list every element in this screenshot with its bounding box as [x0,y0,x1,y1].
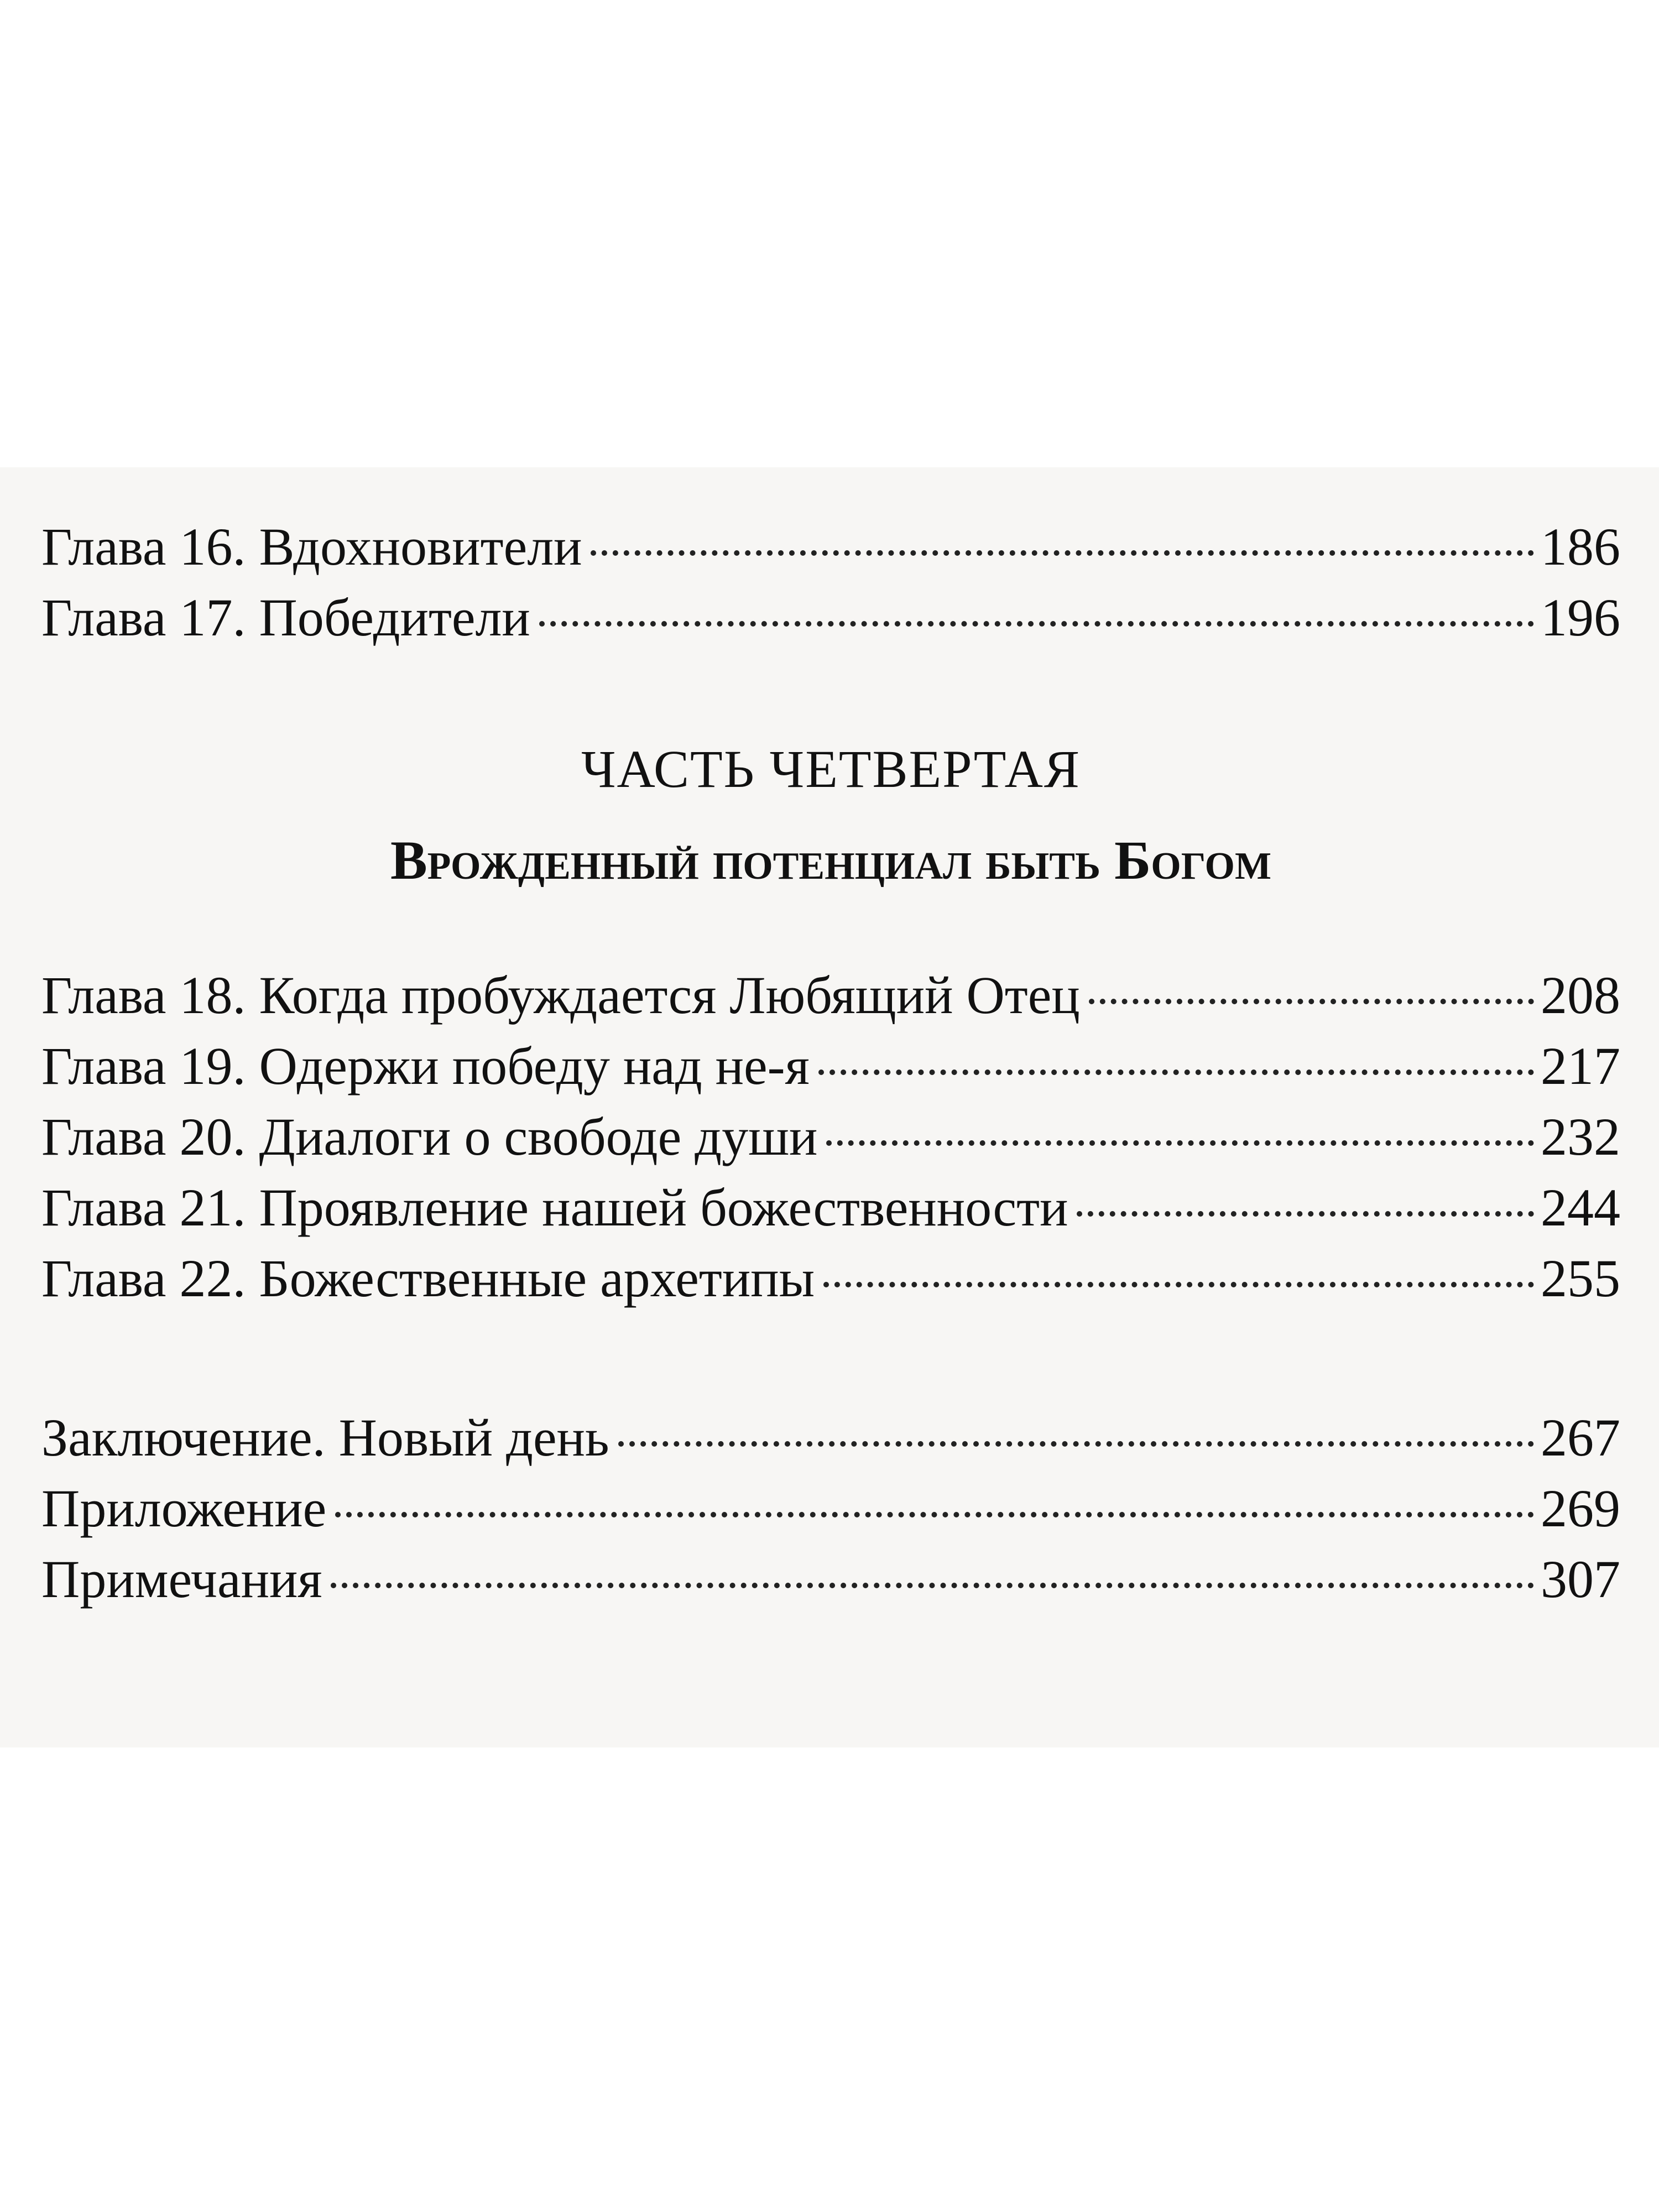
toc-entry-page: 232 [1541,1107,1620,1166]
toc-entry-page: 208 [1541,966,1620,1025]
dot-leader [539,621,1534,627]
toc-entry [41,1031,1620,1102]
toc-entry-page: 307 [1541,1550,1620,1609]
toc-entry [41,1172,1620,1243]
toc-entry [41,1473,1620,1544]
dot-leader [818,1070,1534,1075]
toc-entry-title: Глава 18. Когда пробуждается Любящий Отец [41,966,1080,1025]
toc-entry [41,1102,1620,1172]
toc-entry-page: 186 [1541,517,1620,576]
toc-entry [41,582,1620,653]
toc-entry [41,1243,1620,1314]
toc-entry-title: Глава 22. Божественные архетипы [41,1249,815,1308]
toc-entry-title: Примечания [41,1550,322,1609]
toc-entry-title: Заключение. Новый день [41,1408,609,1467]
table-of-contents [41,512,1620,1615]
dot-leader [1089,999,1534,1004]
section-spacer [41,1314,1620,1402]
part-label: ЧАСТЬ ЧЕТВЕРТАЯ [581,739,1081,799]
dot-leader [591,550,1534,556]
dot-leader [823,1282,1534,1287]
dot-leader [1077,1211,1534,1217]
toc-entry [41,1402,1620,1473]
toc-entry-title: Глава 20. Диалоги о свободе души [41,1107,818,1166]
toc-entry-page: 217 [1541,1036,1620,1095]
toc-entry-page: 196 [1541,588,1620,647]
toc-entry [41,1544,1620,1615]
toc-entry-title: Глава 16. Вдохновители [41,517,582,576]
dot-leader [331,1583,1534,1588]
toc-entry-page: 255 [1541,1249,1620,1308]
toc-entry-title: Приложение [41,1479,327,1538]
dot-leader [826,1140,1534,1146]
toc-entry-page: 267 [1541,1408,1620,1467]
toc-entry-page: 244 [1541,1178,1620,1237]
dot-leader [618,1441,1534,1447]
toc-entry [41,512,1620,582]
toc-entry-page: 269 [1541,1479,1620,1538]
toc-entry [41,960,1620,1031]
toc-entry-title: Глава 21. Проявление нашей божественности [41,1178,1068,1237]
toc-entry-title: Глава 19. Одержи победу над не-я [41,1036,810,1095]
dot-leader [335,1512,1534,1517]
book-page [0,467,1659,1747]
toc-entry-title: Глава 17. Победители [41,588,530,647]
part-title: Врожденный потенциал быть Богом [390,830,1272,891]
